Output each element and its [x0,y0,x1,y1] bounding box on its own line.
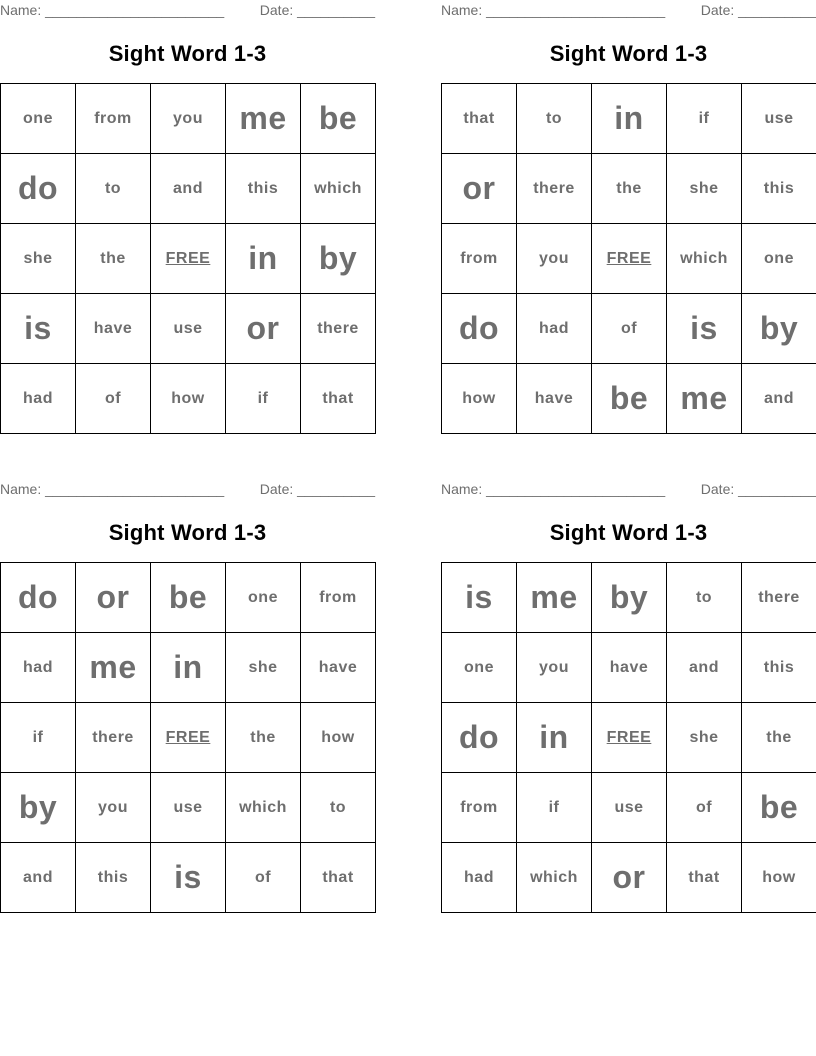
word-cell: be [592,364,667,434]
word-cell: be [742,773,816,843]
word-cell: that [442,84,517,154]
word-cell: there [517,154,592,224]
word-cell: which [517,843,592,913]
word-cell: by [301,224,376,294]
word-cell: of [76,364,151,434]
word-cell: one [442,633,517,703]
word-cell: if [517,773,592,843]
word-cell: that [301,364,376,434]
word-cell: the [226,703,301,773]
word-cell: is [151,843,226,913]
bingo-row [442,843,816,913]
bingo-row [1,224,376,294]
bingo-grid [0,562,376,913]
card-title: Sight Word 1-3 [549,520,708,545]
word-cell: how [301,703,376,773]
word-cell: is [442,563,517,633]
word-cell: use [151,294,226,364]
word-cell: me [226,84,301,154]
bingo-grid [441,562,816,913]
word-cell: and [667,633,742,703]
word-cell: do [1,154,76,224]
word-cell: or [226,294,301,364]
word-cell: do [442,294,517,364]
word-cell: she [667,703,742,773]
word-cell: or [442,154,517,224]
word-cell: me [667,364,742,434]
word-cell: is [667,294,742,364]
word-cell: she [226,633,301,703]
word-cell: to [76,154,151,224]
word-cell: there [76,703,151,773]
word-cell: you [76,773,151,843]
word-cell: that [667,843,742,913]
word-cell: there [742,563,816,633]
word-cell: how [151,364,226,434]
word-cell: in [517,703,592,773]
bingo-row [1,84,376,154]
name-field-label: Name: _______________________ [441,2,666,18]
word-cell: have [517,364,592,434]
free-space-cell: FREE [592,703,667,773]
bingo-row [1,703,376,773]
name-date-line [0,481,375,499]
word-cell: in [226,224,301,294]
word-cell: the [76,224,151,294]
bingo-row [442,633,816,703]
word-cell: there [301,294,376,364]
word-cell: use [742,84,816,154]
word-cell: that [301,843,376,913]
name-field-label: Name: _______________________ [0,481,225,497]
word-cell: the [592,154,667,224]
word-cell: or [76,563,151,633]
name-date-line [441,2,816,20]
word-cell: you [151,84,226,154]
word-cell: of [667,773,742,843]
word-cell: to [517,84,592,154]
word-cell: and [1,843,76,913]
name-field-label: Name: _______________________ [0,2,225,18]
word-cell: in [592,84,667,154]
word-cell: use [592,773,667,843]
word-cell: this [76,843,151,913]
word-cell: if [226,364,301,434]
word-cell: she [667,154,742,224]
word-cell: which [226,773,301,843]
bingo-row [442,364,816,434]
word-cell: one [1,84,76,154]
word-cell: had [1,364,76,434]
word-cell: this [742,154,816,224]
bingo-row [1,294,376,364]
card-title: Sight Word 1-3 [549,41,708,66]
bingo-grid [441,83,816,434]
word-cell: of [226,843,301,913]
word-cell: me [76,633,151,703]
word-cell: by [1,773,76,843]
card-title: Sight Word 1-3 [108,520,267,545]
word-cell: if [1,703,76,773]
word-cell: the [742,703,816,773]
word-cell: by [742,294,816,364]
word-cell: be [301,84,376,154]
word-cell: have [76,294,151,364]
word-cell: me [517,563,592,633]
word-cell: and [151,154,226,224]
word-cell: one [226,563,301,633]
word-cell: from [301,563,376,633]
card-title: Sight Word 1-3 [108,41,267,66]
word-cell: this [226,154,301,224]
bingo-row [1,633,376,703]
word-cell: had [442,843,517,913]
word-cell: do [442,703,517,773]
date-field-label: Date: __________ [700,2,816,18]
bingo-grid [0,83,376,434]
word-cell: have [592,633,667,703]
word-cell: had [1,633,76,703]
name-date-line [441,481,816,499]
word-cell: be [151,563,226,633]
bingo-row [1,773,376,843]
word-cell: of [592,294,667,364]
bingo-row [442,154,816,224]
free-space-cell: FREE [592,224,667,294]
word-cell: or [592,843,667,913]
date-field-label: Date: __________ [259,481,375,497]
word-cell: from [76,84,151,154]
word-cell: by [592,563,667,633]
word-cell: to [301,773,376,843]
word-cell: how [442,364,517,434]
word-cell: if [667,84,742,154]
word-cell: is [1,294,76,364]
word-cell: to [667,563,742,633]
word-cell: one [742,224,816,294]
word-cell: which [301,154,376,224]
bingo-row [1,563,376,633]
bingo-row [442,703,816,773]
word-cell: from [442,773,517,843]
bingo-row [442,563,816,633]
word-cell: you [517,633,592,703]
name-date-line [0,2,375,20]
date-field-label: Date: __________ [700,481,816,497]
word-cell: had [517,294,592,364]
word-cell: use [151,773,226,843]
word-cell: which [667,224,742,294]
word-cell: from [442,224,517,294]
bingo-row [442,294,816,364]
bingo-row [442,224,816,294]
date-field-label: Date: __________ [259,2,375,18]
word-cell: this [742,633,816,703]
word-cell: in [151,633,226,703]
word-cell: do [1,563,76,633]
free-space-cell: FREE [151,224,226,294]
word-cell: and [742,364,816,434]
word-cell: you [517,224,592,294]
word-cell: she [1,224,76,294]
bingo-row [1,154,376,224]
bingo-row [442,84,816,154]
bingo-row [1,364,376,434]
bingo-row [1,843,376,913]
word-cell: have [301,633,376,703]
name-field-label: Name: _______________________ [441,481,666,497]
free-space-cell: FREE [151,703,226,773]
word-cell: how [742,843,816,913]
bingo-row [442,773,816,843]
